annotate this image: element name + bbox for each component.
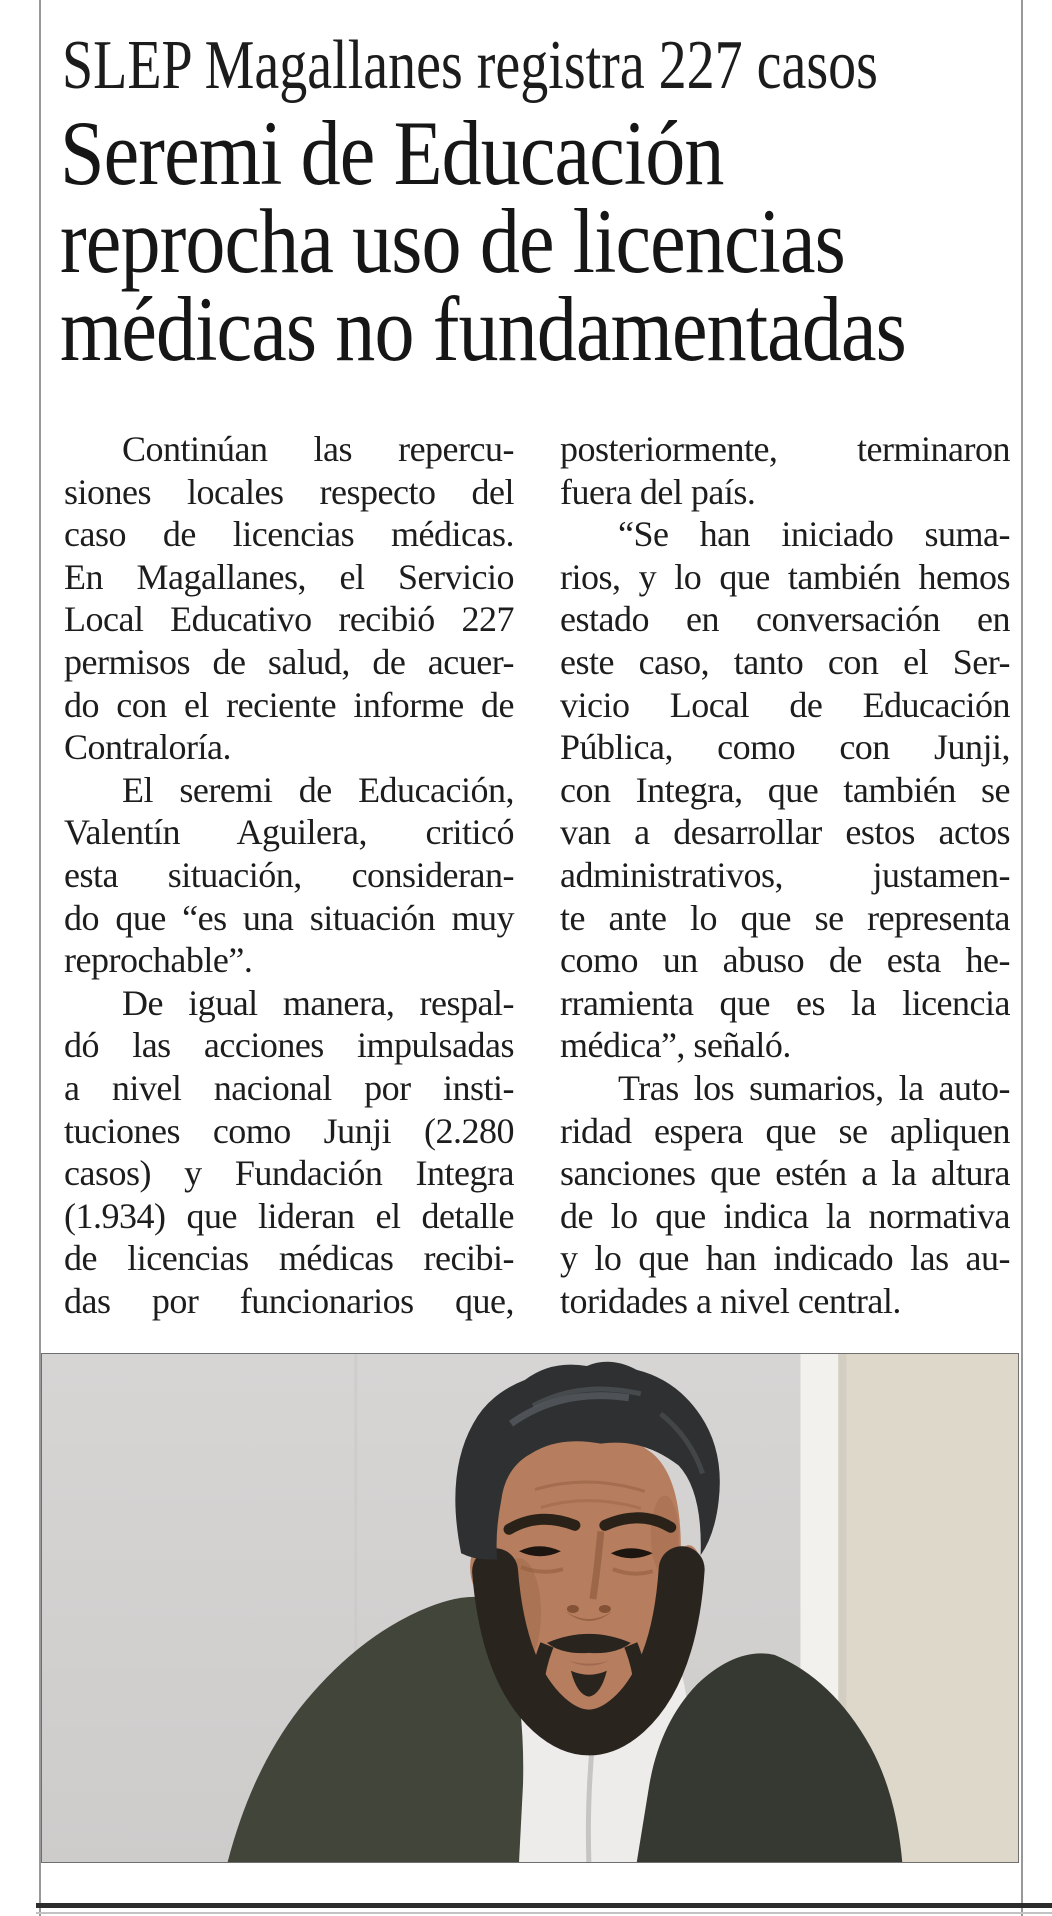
body-text-line: Valentín Aguilera, criticó [64,812,514,853]
body-text-line: El seremi de Educación, [122,769,514,810]
body-text-line: tuciones como Junji (2.280 [64,1110,514,1151]
body-column-2 [560,428,1010,1322]
body-text-line: Contraloría. [64,727,231,768]
body-text-line: casos) y Fundación Integra [64,1153,514,1194]
body-text-line: do que “es una situación muy [64,897,514,938]
body-text-line: a nivel nacional por insti- [64,1067,514,1108]
body-text-line: Continúan las repercu- [122,429,514,469]
portrait-illustration [42,1354,1018,1862]
body-text-line: con Integra, que también se [560,769,1010,810]
body-text-line: como un abuso de esta he- [560,940,1010,981]
body-text-line: De igual manera, respal- [122,982,514,1023]
body-text-line: toridades a nivel central. [560,1280,901,1321]
body-text-line: permisos de salud, de acuer- [64,641,514,682]
photo-portrait [41,1353,1019,1863]
body-text-line: médica”, señaló. [560,1025,791,1066]
headline [60,102,1052,380]
body-text-line: esta situación, consideran- [64,854,514,895]
body-text-line: siones locales respecto del [64,471,514,512]
body-text-line: caso de licencias médicas. [64,514,514,555]
body-text-line: administrativos, justamen- [560,854,1010,895]
body-text-line: ridad espera que se apliquen [560,1110,1010,1151]
bottom-rule [36,1903,1052,1908]
body-text-line: Local Educativo recibió 227 [64,599,514,640]
body-text-line: de lo que indica la normativa [560,1195,1010,1236]
body-text-line: das por funcionarios que, [64,1280,514,1321]
body-text-line: En Magallanes, el Servicio [64,556,514,597]
headline-line: Seremi de Educación [60,102,724,204]
body-text-line: dó las acciones impulsadas [64,1025,514,1066]
body-text-line: te ante lo que se representa [560,897,1010,938]
body-column-1 [64,428,514,1322]
body-text-line: posteriormente, terminaron [560,429,1010,469]
kicker: SLEP Magallanes registra 227 casos [62,27,878,104]
bottom-rule-light [36,1912,1052,1914]
body-text-line: reprochable”. [64,940,253,981]
body-text-line: y lo que han indicado las au- [560,1238,1010,1279]
headline-line: médicas no fundamentadas [60,278,906,380]
body-text-line: sanciones que estén a la altura [560,1153,1010,1194]
body-text-line: de licencias médicas recibi- [64,1238,514,1279]
body-text-line: Pública, como con Junji, [560,727,1010,768]
body-text-line: (1.934) que lideran el detalle [64,1195,514,1236]
body-text-line: estado en conversación en [560,599,1010,640]
body-text-line: Tras los sumarios, la auto- [618,1067,1010,1108]
body-text-line: rios, y lo que también hemos [560,556,1010,597]
body-text-line: vicio Local de Educación [560,684,1010,725]
nostril [567,1605,579,1613]
headline-line: reprocha uso de licencias [60,190,845,292]
body-text-line: “Se han iniciado suma- [618,514,1010,555]
body-text-line: do con el reciente informe de [64,684,514,725]
nostril [599,1605,611,1613]
body-text-line: van a desarrollar estos actos [560,812,1010,853]
body-text-line: fuera del país. [560,471,756,512]
body-text-line: rramienta que es la licencia [560,982,1010,1023]
body-text-line: este caso, tanto con el Ser- [560,641,1010,682]
